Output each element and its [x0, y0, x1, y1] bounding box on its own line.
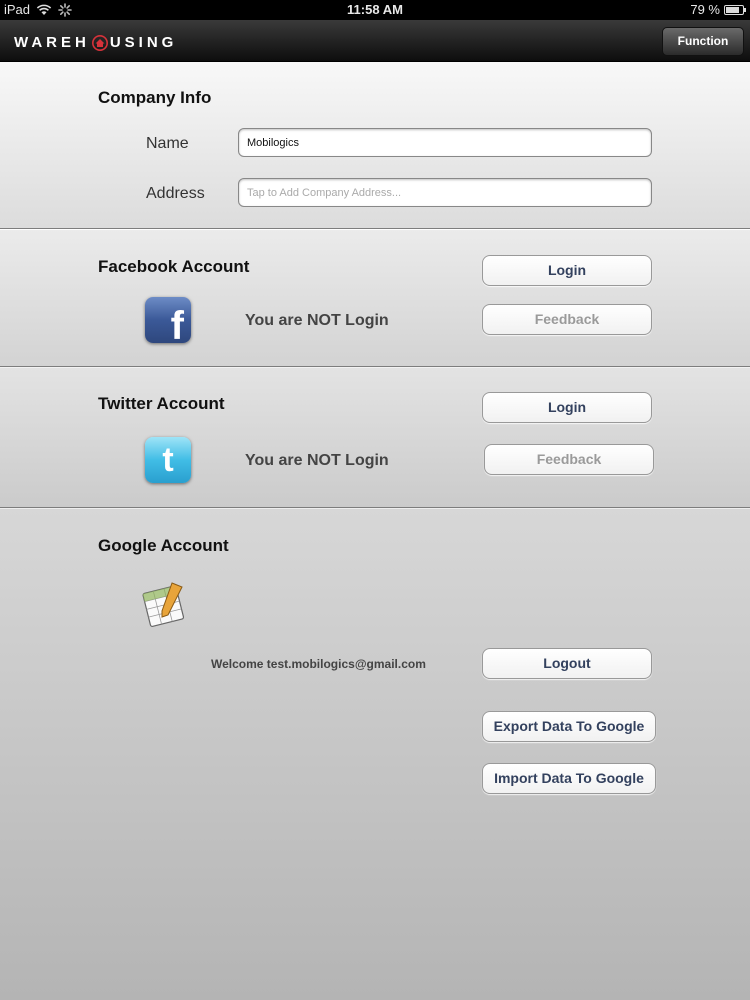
clock: 11:58 AM — [347, 2, 403, 17]
nav-bar — [0, 20, 750, 62]
facebook-login-status: You are NOT Login — [245, 312, 389, 329]
facebook-heading: Facebook Account — [98, 257, 250, 276]
google-heading: Google Account — [98, 536, 229, 555]
battery-icon — [724, 5, 744, 15]
twitter-icon: t — [145, 437, 191, 483]
facebook-section — [0, 229, 750, 367]
device-name: iPad — [4, 2, 31, 17]
facebook-feedback-button[interactable]: Feedback — [482, 304, 652, 335]
twitter-heading: Twitter Account — [98, 394, 225, 413]
house-logo-icon — [92, 35, 108, 51]
address-label: Address — [146, 185, 205, 202]
company-name-input[interactable] — [238, 128, 652, 157]
app-logo: WAREH USING — [14, 34, 178, 51]
google-section — [0, 508, 750, 1000]
status-bar — [0, 0, 750, 20]
settings-content — [0, 62, 750, 1000]
facebook-icon: f — [145, 297, 191, 343]
company-info-heading: Company Info — [98, 88, 212, 107]
google-logout-button[interactable]: Logout — [482, 648, 652, 679]
company-info-section — [0, 62, 750, 229]
company-address-input[interactable] — [238, 178, 652, 207]
twitter-login-status: You are NOT Login — [245, 452, 389, 469]
twitter-feedback-button[interactable]: Feedback — [484, 444, 654, 475]
google-welcome-text: Welcome test.mobilogics@gmail.com — [211, 657, 426, 671]
battery-percent: 79 % — [690, 2, 720, 17]
import-from-google-button[interactable]: Import Data To Google — [482, 763, 656, 794]
name-label: Name — [146, 135, 189, 152]
export-to-google-button[interactable]: Export Data To Google — [482, 711, 656, 742]
twitter-login-button[interactable]: Login — [482, 392, 652, 423]
google-spreadsheet-icon — [138, 579, 190, 631]
twitter-section — [0, 367, 750, 508]
function-button[interactable]: Function — [662, 27, 744, 56]
facebook-login-button[interactable]: Login — [482, 255, 652, 286]
